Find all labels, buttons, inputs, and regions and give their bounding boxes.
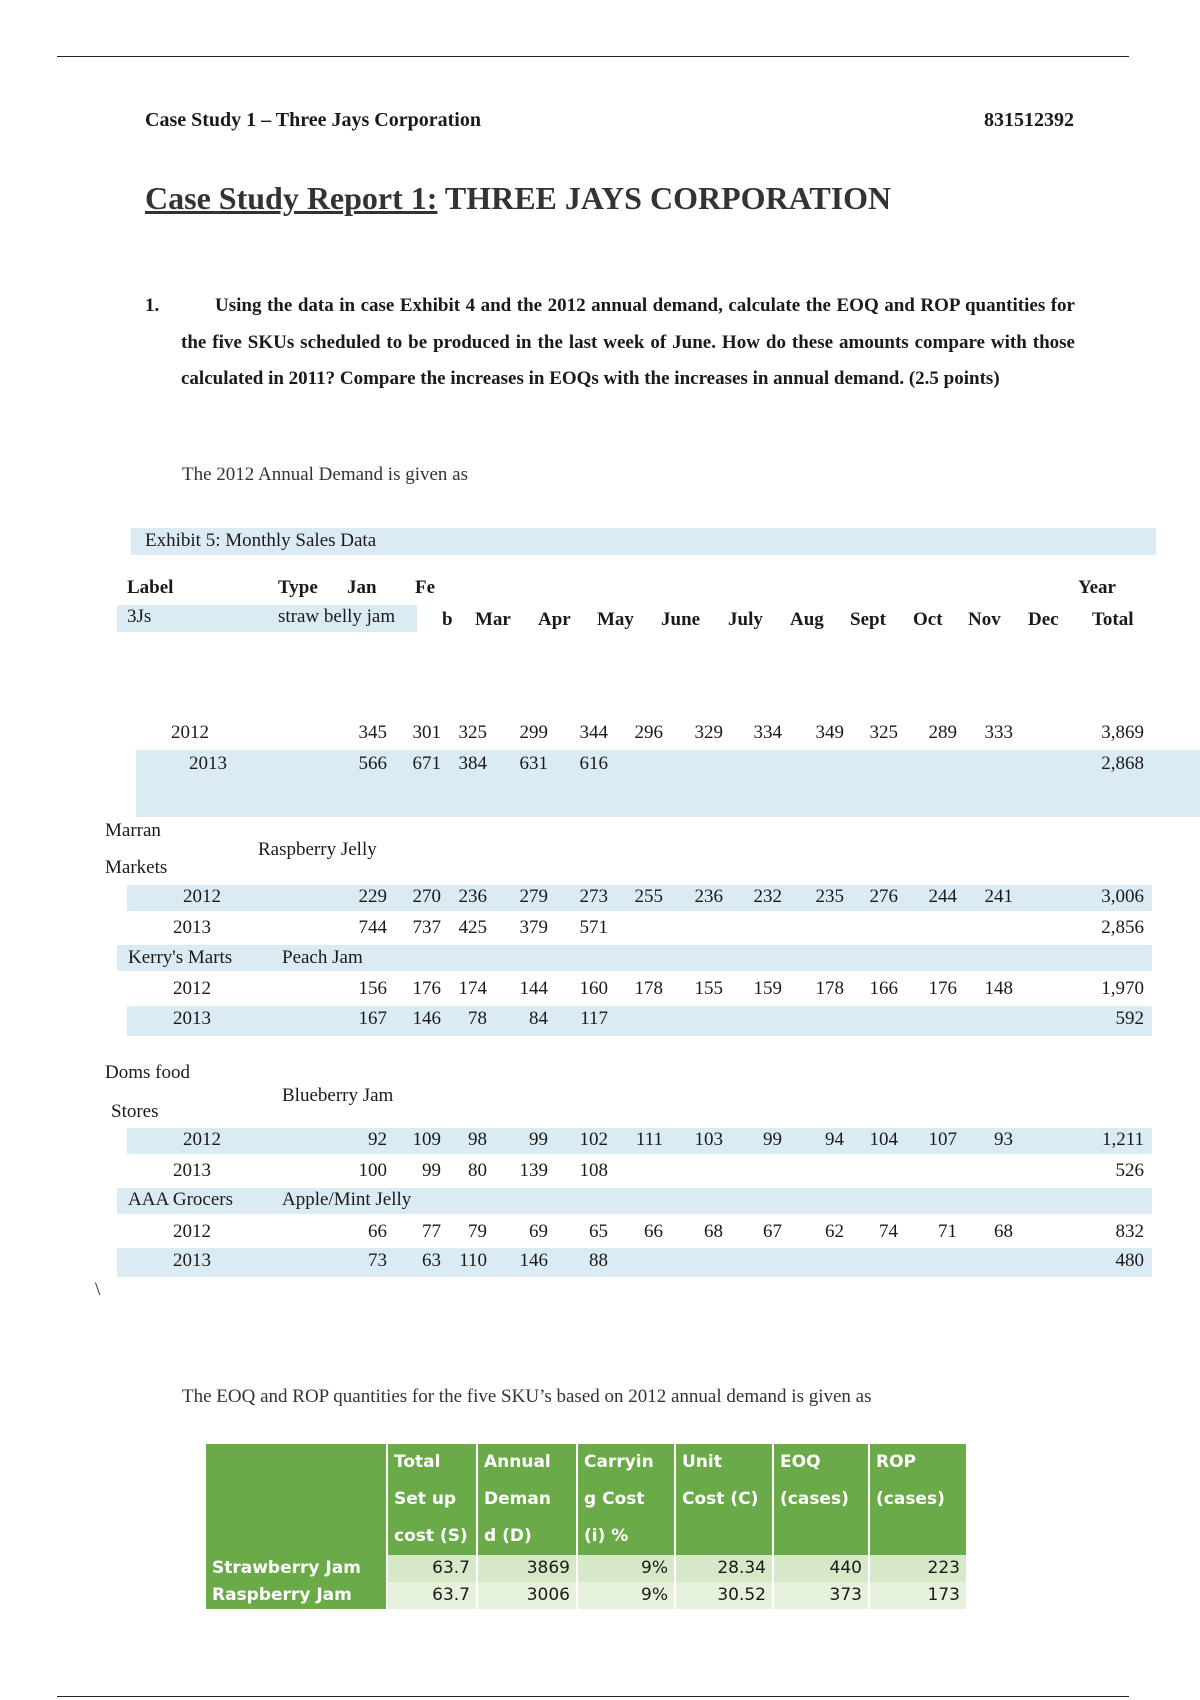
sales-cell: 178 — [815, 978, 844, 999]
group-type-3js: straw belly jam — [278, 606, 396, 627]
running-header-id: 831512392 — [984, 109, 1074, 131]
intro-annual-demand: The 2012 Annual Demand is given as — [182, 464, 469, 485]
sales-total-cell: 2,868 — [1101, 753, 1144, 774]
eoq-cell: 373 — [773, 1582, 869, 1609]
sales-cell: 66 — [644, 1221, 663, 1242]
sales-cell: 148 — [984, 978, 1013, 999]
year-aaa-2012: 2012 — [173, 1221, 211, 1242]
sales-cell: 166 — [869, 978, 898, 999]
sales-cell: 67 — [763, 1221, 782, 1242]
eoq-header-eoq: EOQ (cases) — [773, 1444, 869, 1555]
sales-cell: 110 — [459, 1250, 487, 1271]
sales-cell: 167 — [358, 1008, 387, 1029]
eoq-cell: 223 — [869, 1555, 966, 1582]
year-doms-2012: 2012 — [183, 1129, 221, 1150]
group-type-marran: Raspberry Jelly — [258, 839, 377, 860]
group-label-kerrys: Kerry's Marts — [128, 947, 233, 968]
sales-cell: 270 — [412, 886, 441, 907]
sales-cell: 744 — [358, 917, 387, 938]
eoq-header-blank — [206, 1444, 387, 1555]
sales-cell: 102 — [579, 1129, 608, 1150]
sales-cell: 176 — [412, 978, 441, 999]
sales-cell: 93 — [994, 1129, 1013, 1150]
col-apr: Apr — [538, 609, 571, 630]
sales-cell: 103 — [694, 1129, 723, 1150]
group-label-3js: 3Js — [127, 606, 152, 627]
sales-cell: 255 — [634, 886, 663, 907]
eoq-header-carrying: Carryin g Cost (i) % — [577, 1444, 675, 1555]
table-row — [206, 1582, 966, 1609]
sales-cell: 80 — [468, 1160, 487, 1181]
eoq-cell: 63.7 — [387, 1582, 477, 1609]
group-type-kerrys: Peach Jam — [282, 947, 363, 968]
sales-cell: 737 — [412, 917, 441, 938]
year-kerrys-2012: 2012 — [173, 978, 211, 999]
group-band-kerrys — [117, 945, 1152, 971]
intro-eoq-rop: The EOQ and ROP quantities for the five SKU’s based on 2012 annual demand is given as — [182, 1386, 872, 1407]
sales-cell: 325 — [458, 722, 487, 743]
sales-cell: 109 — [412, 1129, 441, 1150]
eoq-cell: 9% — [577, 1555, 675, 1582]
sales-cell: 176 — [928, 978, 957, 999]
sales-cell: 63 — [422, 1250, 441, 1271]
sales-cell: 71 — [938, 1221, 957, 1242]
sales-cell: 325 — [869, 722, 898, 743]
eoq-cell: 30.52 — [675, 1582, 773, 1609]
sales-cell: 236 — [694, 886, 723, 907]
sales-cell: 289 — [928, 722, 957, 743]
sales-cell: 66 — [368, 1221, 387, 1242]
year-doms-2013: 2013 — [173, 1160, 211, 1181]
col-nov: Nov — [968, 609, 1001, 630]
sales-total-cell: 2,856 — [1101, 917, 1144, 938]
sales-total-cell: 832 — [1115, 1221, 1144, 1242]
row-band-aaa-2013 — [117, 1248, 1152, 1277]
question-text: Using the data in case Exhibit 4 and the 2012 annual demand, calculate the EOQ and ROP quantities for the five SKUs scheduled to be produced in the last week of June. How do these amounts compare with those calculated in 2011? Compare the increases in EOQs with the increases in annual demand. (2.5 points) — [181, 295, 1075, 389]
col-sept: Sept — [850, 609, 886, 630]
sales-cell: 235 — [815, 886, 844, 907]
group-type-doms: Blueberry Jam — [282, 1085, 394, 1106]
eoq-cell: 3006 — [477, 1582, 577, 1609]
col-may: May — [597, 609, 634, 630]
sales-total-cell: 480 — [1115, 1250, 1144, 1271]
sales-cell: 344 — [579, 722, 608, 743]
group-label-aaa: AAA Grocers — [128, 1189, 234, 1210]
group-type-aaa: Apple/Mint Jelly — [282, 1189, 412, 1210]
page-title — [145, 180, 891, 217]
top-rule — [57, 56, 1129, 57]
sales-cell: 384 — [458, 753, 487, 774]
sales-cell: 425 — [458, 917, 487, 938]
sales-cell: 244 — [928, 886, 957, 907]
col-label: Label — [127, 577, 174, 598]
eoq-header-unitcost: Unit Cost (C) — [675, 1444, 773, 1555]
sales-cell: 62 — [825, 1221, 844, 1242]
sales-cell: 156 — [358, 978, 387, 999]
sales-cell: 379 — [519, 917, 548, 938]
sales-cell: 104 — [869, 1129, 898, 1150]
sales-cell: 276 — [869, 886, 898, 907]
stray-backslash: \ — [95, 1279, 101, 1300]
sales-total-cell: 1,970 — [1101, 978, 1144, 999]
sales-cell: 100 — [358, 1160, 387, 1181]
sales-cell: 301 — [412, 722, 441, 743]
sales-cell: 68 — [704, 1221, 723, 1242]
year-kerrys-2013: 2013 — [173, 1008, 211, 1029]
year-3js-2013: 2013 — [189, 753, 227, 774]
sales-total-cell: 3,869 — [1101, 722, 1144, 743]
sales-total-cell: 1,211 — [1101, 1129, 1144, 1150]
eoq-header-demand: Annual Deman d (D) — [477, 1444, 577, 1555]
sales-cell: 334 — [753, 722, 782, 743]
page-title-rest: THREE JAYS CORPORATION — [437, 180, 892, 216]
sales-total-cell: 592 — [1115, 1008, 1144, 1029]
sales-cell: 108 — [579, 1160, 608, 1181]
sales-cell: 160 — [579, 978, 608, 999]
col-dec: Dec — [1028, 609, 1059, 630]
bottom-rule — [57, 1696, 1129, 1697]
sales-total-cell: 3,006 — [1101, 886, 1144, 907]
sales-cell: 631 — [519, 753, 548, 774]
eoq-cell: 63.7 — [387, 1555, 477, 1582]
sales-cell: 299 — [519, 722, 548, 743]
col-type: Type — [278, 577, 318, 598]
col-jan: Jan — [347, 577, 377, 598]
page-title-underlined: Case Study Report 1: — [145, 180, 438, 216]
table-row — [206, 1555, 966, 1582]
group-label-doms-1: Doms food — [105, 1062, 190, 1083]
eoq-cell: 3869 — [477, 1555, 577, 1582]
sales-cell: 178 — [634, 978, 663, 999]
sales-cell: 273 — [579, 886, 608, 907]
sales-cell: 146 — [519, 1250, 548, 1271]
sales-cell: 616 — [579, 753, 608, 774]
sales-total-cell: 526 — [1115, 1160, 1144, 1181]
sales-cell: 111 — [635, 1129, 663, 1150]
sales-cell: 73 — [368, 1250, 387, 1271]
group-band-aaa — [117, 1188, 1152, 1214]
sales-cell: 159 — [753, 978, 782, 999]
exhibit-title: Exhibit 5: Monthly Sales Data — [145, 530, 377, 551]
eoq-row-label: Strawberry Jam — [206, 1555, 387, 1582]
col-fe: Fe — [415, 577, 436, 598]
sales-cell: 146 — [412, 1008, 441, 1029]
eoq-header-rop: ROP (cases) — [869, 1444, 966, 1555]
sales-cell: 279 — [519, 886, 548, 907]
sales-cell: 671 — [412, 753, 441, 774]
eoq-rop-table — [206, 1444, 966, 1609]
eoq-cell: 173 — [869, 1582, 966, 1609]
sales-cell: 229 — [358, 886, 387, 907]
sales-cell: 88 — [589, 1250, 608, 1271]
sales-cell: 155 — [694, 978, 723, 999]
eoq-header-setup: Total Set up cost (S) — [387, 1444, 477, 1555]
sales-cell: 174 — [458, 978, 487, 999]
eoq-cell: 28.34 — [675, 1555, 773, 1582]
col-year: Year — [1078, 577, 1116, 598]
row-band-kerrys-2013 — [127, 1006, 1152, 1036]
year-marran-2012: 2012 — [183, 886, 221, 907]
sales-cell: 68 — [994, 1221, 1013, 1242]
eoq-table-header — [206, 1444, 966, 1555]
col-b: b — [442, 609, 453, 630]
sales-cell: 241 — [984, 886, 1013, 907]
sales-cell: 77 — [422, 1221, 441, 1242]
sales-cell: 117 — [580, 1008, 608, 1029]
sales-cell: 571 — [579, 917, 608, 938]
sales-cell: 329 — [694, 722, 723, 743]
sales-cell: 74 — [879, 1221, 898, 1242]
col-total: Total — [1092, 609, 1134, 630]
sales-cell: 566 — [358, 753, 387, 774]
col-june: June — [661, 609, 701, 630]
sales-cell: 139 — [519, 1160, 548, 1181]
sales-cell: 98 — [468, 1129, 487, 1150]
sales-cell: 236 — [458, 886, 487, 907]
year-marran-2013: 2013 — [173, 917, 211, 938]
group-label-marran-2: Markets — [105, 857, 168, 878]
group-label-marran-1: Marran — [105, 820, 161, 841]
sales-cell: 296 — [634, 722, 663, 743]
question-1 — [145, 288, 1075, 398]
group-label-doms-2: Stores — [111, 1101, 159, 1122]
sales-cell: 349 — [815, 722, 844, 743]
year-aaa-2013: 2013 — [173, 1250, 211, 1271]
question-number: 1. — [145, 295, 160, 316]
sales-cell: 79 — [468, 1221, 487, 1242]
col-mar: Mar — [475, 609, 511, 630]
sales-cell: 92 — [368, 1129, 387, 1150]
sales-cell: 94 — [825, 1129, 844, 1150]
year-3js-2012: 2012 — [171, 722, 209, 743]
sales-cell: 78 — [468, 1008, 487, 1029]
col-july: July — [728, 609, 763, 630]
row-band-3js-2013 — [136, 750, 1200, 817]
col-oct: Oct — [913, 609, 943, 630]
eoq-cell: 9% — [577, 1582, 675, 1609]
sales-cell: 99 — [422, 1160, 441, 1181]
eoq-cell: 440 — [773, 1555, 869, 1582]
sales-cell: 232 — [753, 886, 782, 907]
sales-cell: 84 — [529, 1008, 548, 1029]
sales-cell: 65 — [589, 1221, 608, 1242]
sales-cell: 333 — [984, 722, 1013, 743]
eoq-row-label: Raspberry Jam — [206, 1582, 387, 1609]
sales-cell: 69 — [529, 1221, 548, 1242]
sales-cell: 144 — [519, 978, 548, 999]
col-aug: Aug — [790, 609, 824, 630]
sales-cell: 99 — [529, 1129, 548, 1150]
running-header-title: Case Study 1 – Three Jays Corporation — [145, 109, 481, 131]
sales-cell: 345 — [358, 722, 387, 743]
sales-cell: 107 — [928, 1129, 957, 1150]
sales-cell: 99 — [763, 1129, 782, 1150]
